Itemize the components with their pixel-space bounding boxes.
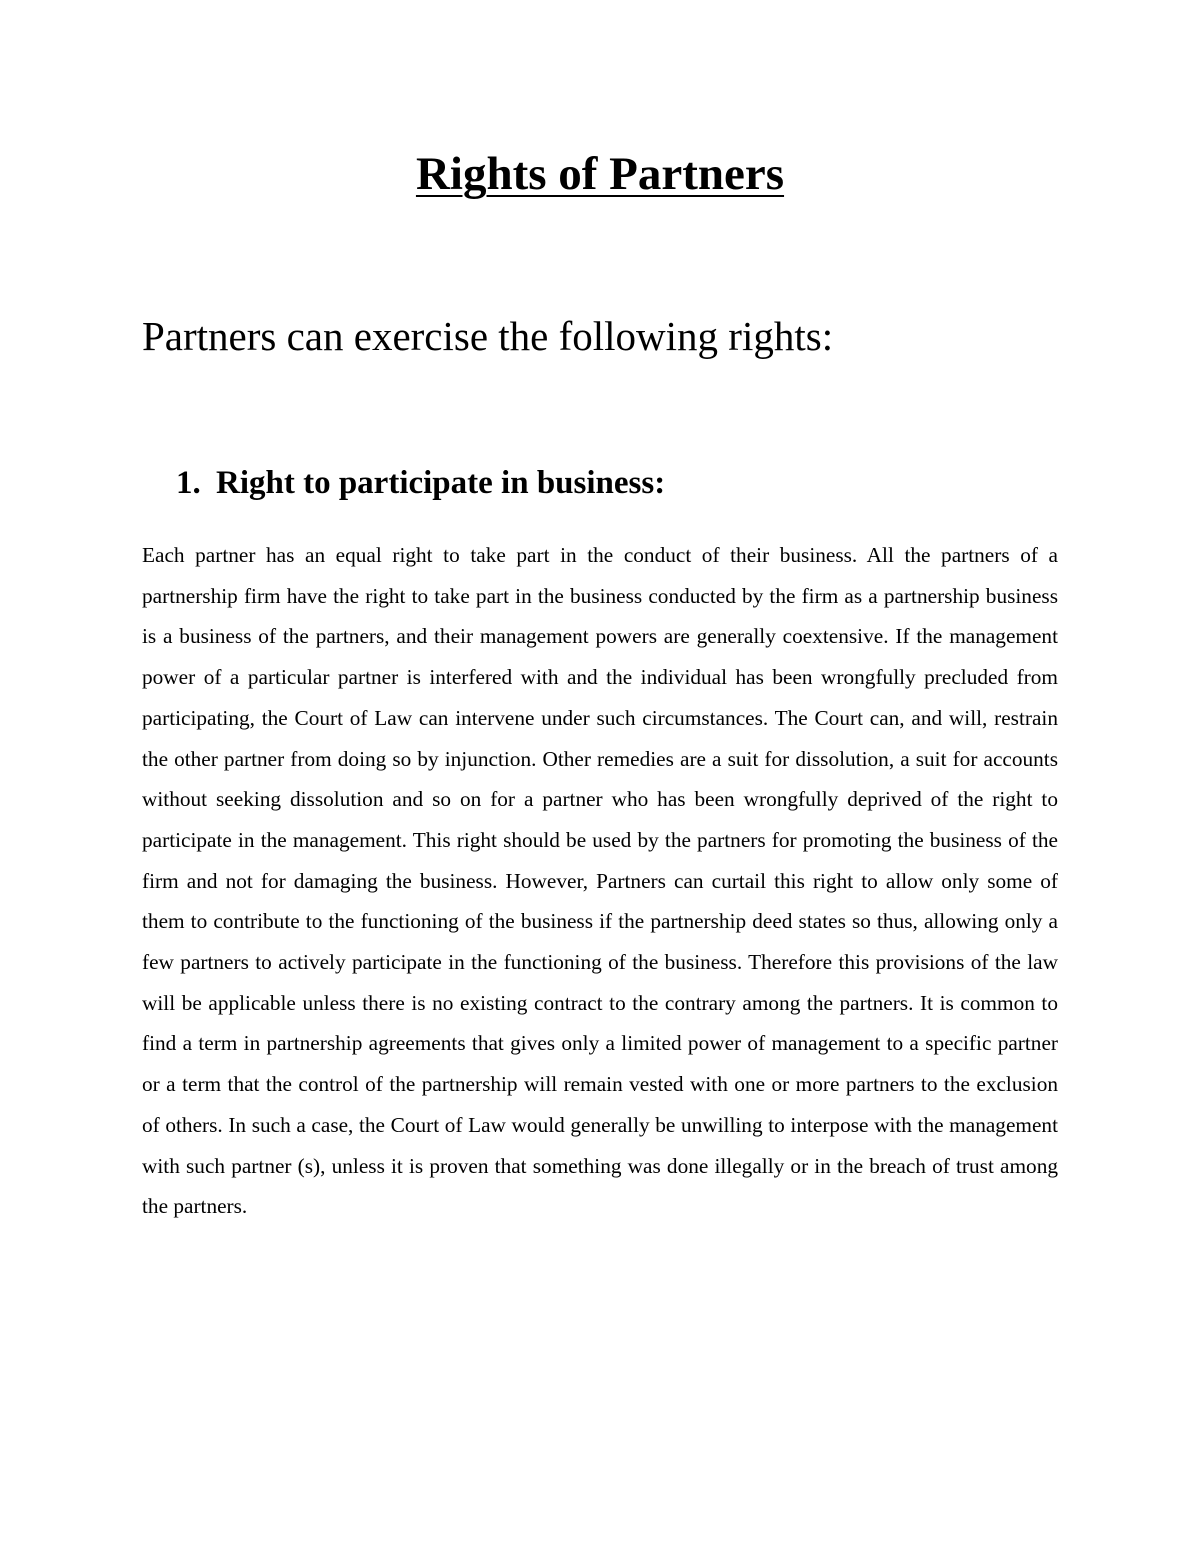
page-title [0, 142, 1200, 206]
section-number: 1. [176, 465, 201, 501]
document-subtitle: Partners can exercise the following rights: [142, 313, 834, 359]
page-title-text: Rights of Partners [415, 148, 785, 200]
section-body-paragraph: Each partner has an equal right to take part in the conduct of their business. All the partners of a partnership firm have the right to take part in the business conducted by the firm as a partnership business is a business of the partners, and their management powers are generally coextensive. If the management power of a particular partner is interfered with and the individual has been wrongfully precluded from participating, the Court of Law can intervene under such circumstances. The Court can, and will, restrain the other partner from doing so by injunction. Other remedies are a suit for dissolution, a suit for accounts without seeking dissolution and so on for a partner who has been wrongfully deprived of the right to participate in the management. This right should be used by the partners for promoting the business of the firm and not for damaging the business. However, Partners can curtail this right to allow only some of them to contribute to the functioning of the business if the partnership deed states so thus, allowing only a few partners to actively participate in the functioning of the business. Therefore this provisions of the law will be applicable unless there is no existing contract to the contrary among the partners. It is common to find a term in partnership agreements that gives only a limited power of management to a specific partner or a term that the control of the partnership will remain vested with one or more partners to the exclusion of others. In such a case, the Court of Law would generally be unwilling to interpose with the management with such partner (s), unless it is proven that something was done illegally or in the breach of trust among the partners. [142, 543, 1058, 1219]
section-heading [176, 458, 665, 508]
section-heading-text: Right to participate in business: [216, 465, 666, 501]
